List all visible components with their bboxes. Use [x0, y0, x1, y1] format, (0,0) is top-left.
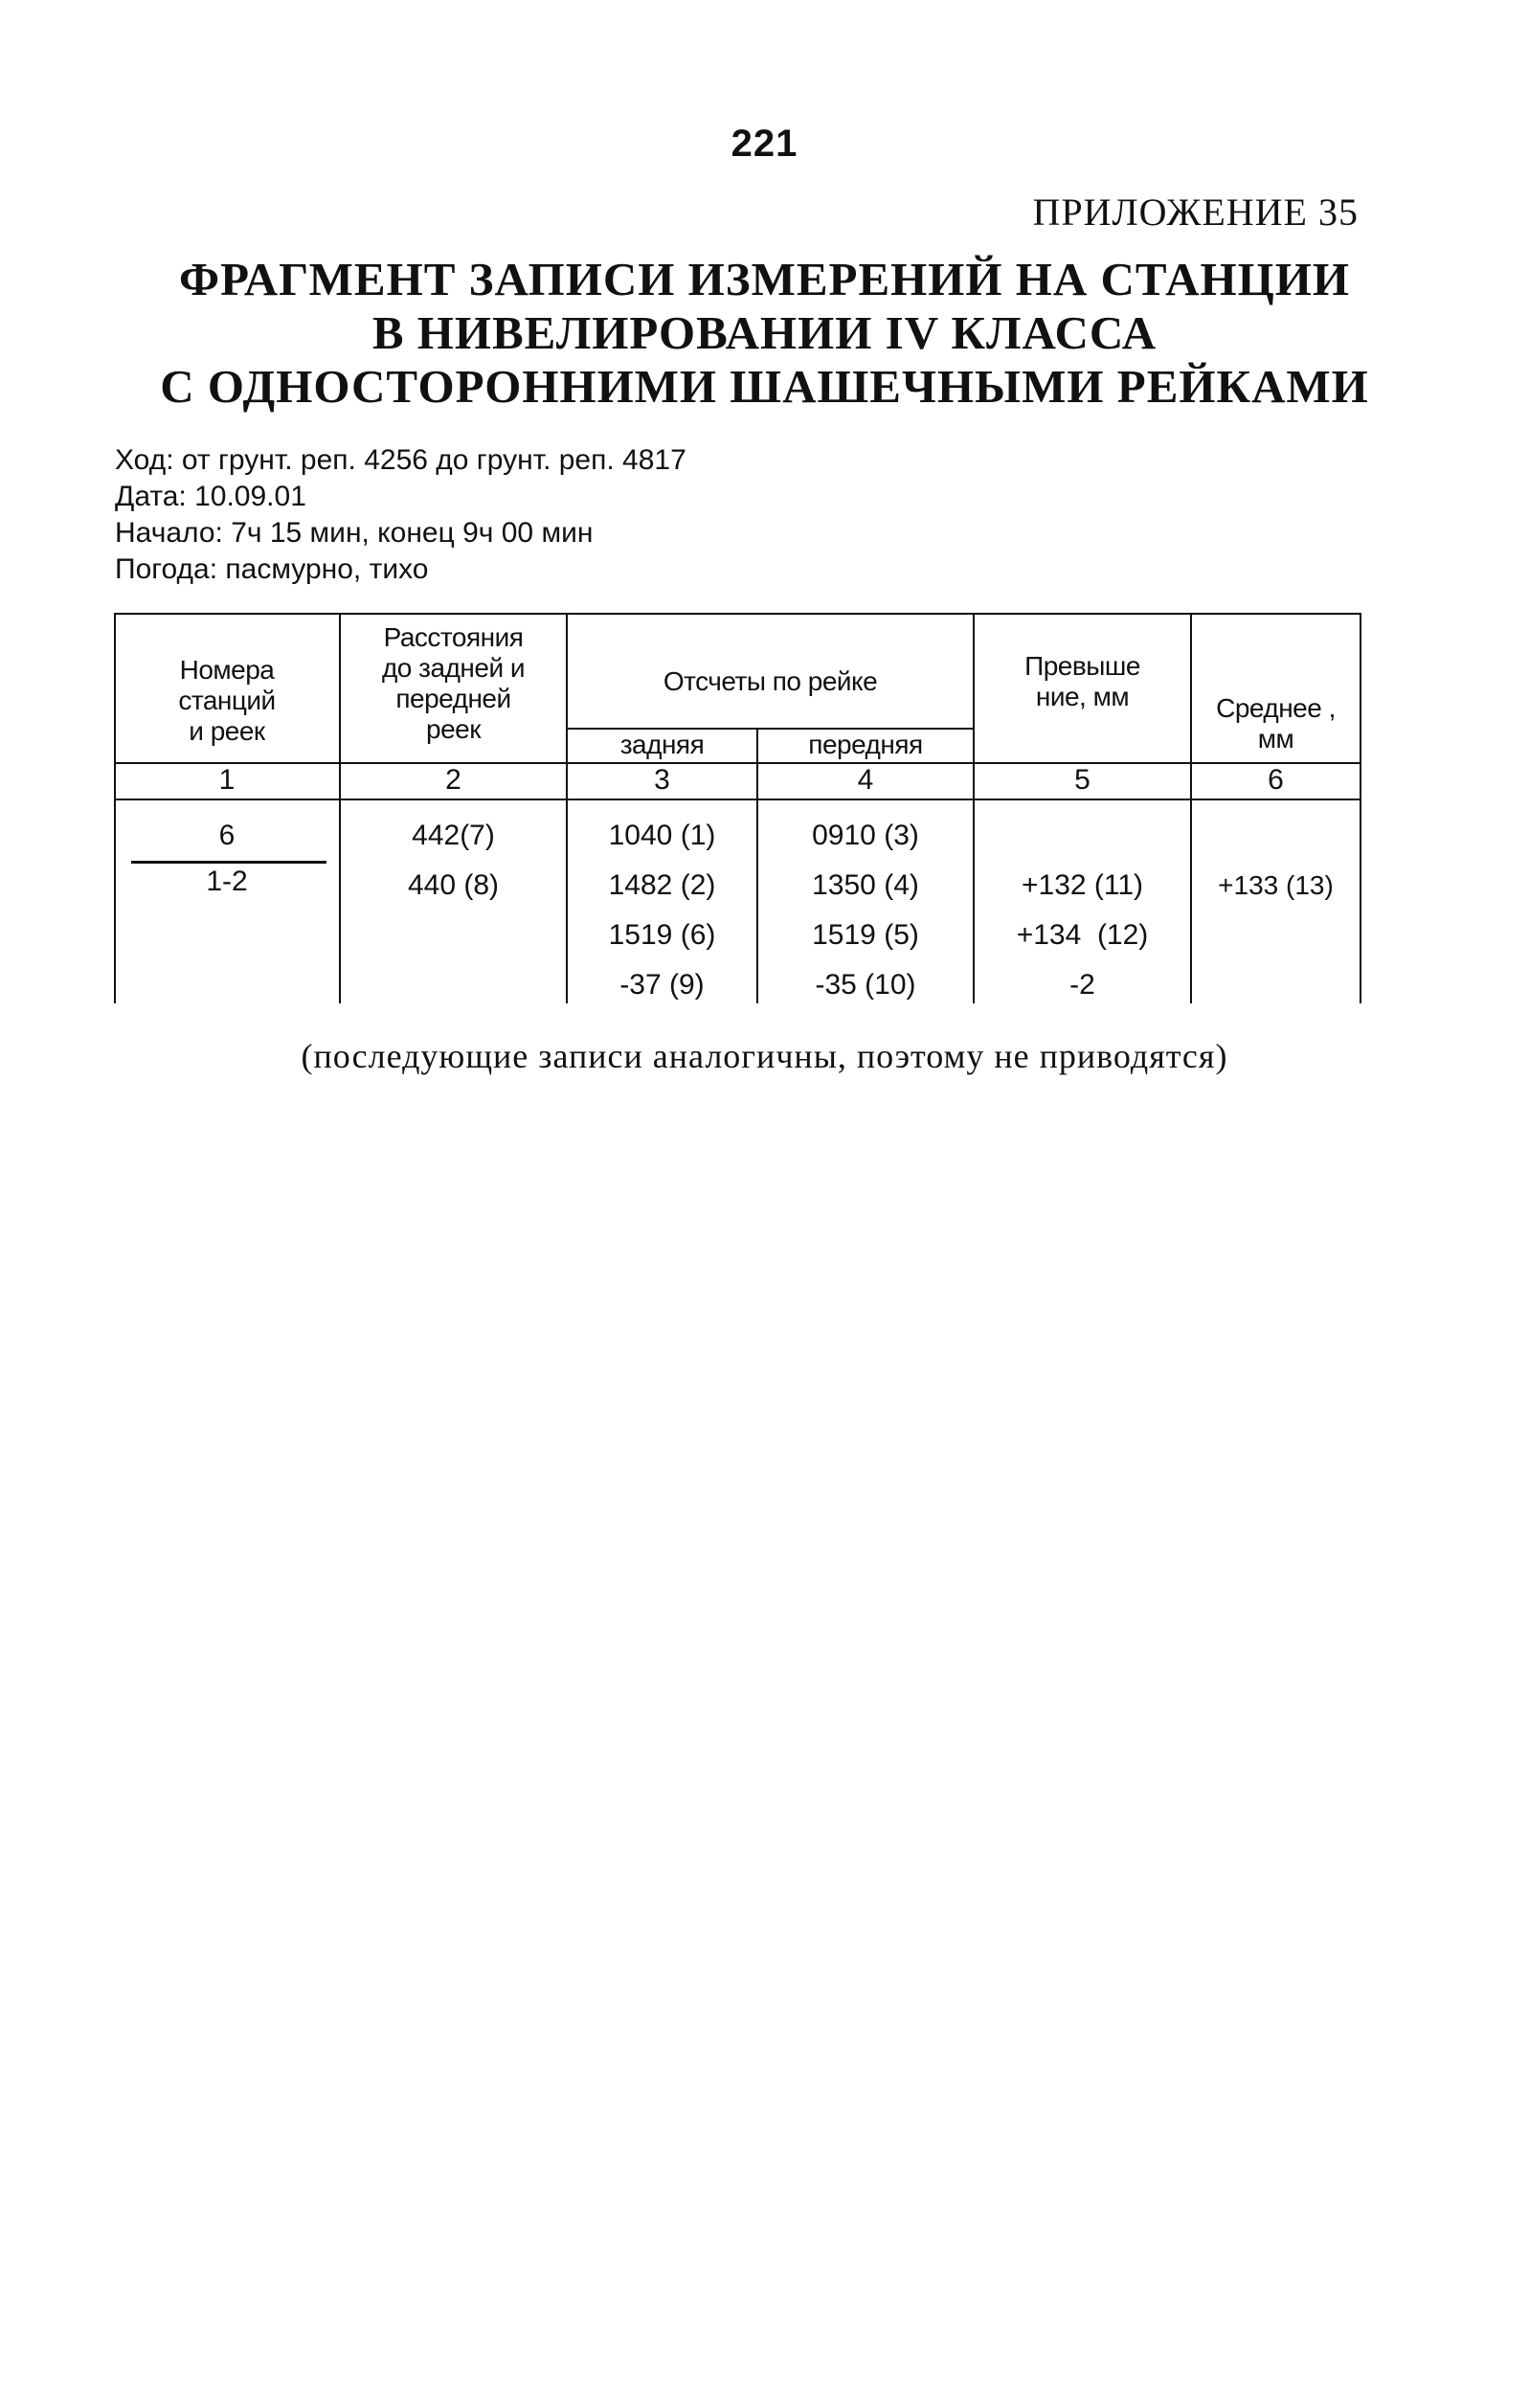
title-line-3: С ОДНОСТОРОННИМИ ШАШЕЧНЫМИ РЕЙКАМИ — [160, 360, 1369, 413]
header-mean: Среднее , мм — [1216, 693, 1336, 754]
column-line-6 — [1360, 613, 1361, 1003]
page-number: 221 — [731, 123, 798, 165]
column-number-5: 5 — [1074, 764, 1091, 796]
table-top-border — [114, 613, 1361, 615]
weather-line: Погода: пасмурно, тихо — [115, 553, 429, 585]
measurement-table — [114, 613, 1361, 1003]
front-reading-3: 1519 (5) — [812, 919, 919, 951]
header-front-staff: передняя — [808, 730, 923, 759]
route-line: Ход: от грунт. реп. 4256 до грунт. реп. 4817 — [115, 444, 686, 476]
page-title — [0, 253, 1529, 414]
elevation-1: +132 (11) — [1021, 869, 1144, 901]
back-reading-3: 1519 (6) — [608, 919, 716, 951]
back-reading-4: -37 (9) — [619, 969, 705, 1001]
header-stations: Номера станций и реек — [178, 655, 276, 746]
measurement-meta — [115, 442, 686, 588]
elevation-2: +134 (12) — [1016, 919, 1149, 951]
footnote: (последующие записи аналогичны, поэтому не приводятся) — [301, 1037, 1228, 1075]
front-reading-4: -35 (10) — [815, 969, 916, 1001]
mean-elevation: +133 (13) — [1218, 870, 1334, 900]
header-elevation: Превыше ние, мм — [1024, 651, 1140, 711]
elevation-difference: -2 — [1069, 969, 1095, 1001]
column-number-2: 2 — [445, 764, 461, 796]
column-number-6: 6 — [1268, 764, 1284, 796]
distance-front: 440 (8) — [407, 869, 500, 901]
column-number-3: 3 — [654, 764, 670, 796]
date-line: Дата: 10.09.01 — [115, 481, 306, 512]
station-number: 6 — [218, 820, 236, 851]
title-line-2: В НИВЕЛИРОВАНИИ IV КЛАССА — [371, 306, 1158, 359]
title-line-1: ФРАГМЕНТ ЗАПИСИ ИЗМЕРЕНИЙ НА СТАНЦИИ — [179, 253, 1350, 305]
back-reading-1: 1040 (1) — [608, 820, 716, 851]
header-distances: Расстояния до задней и передней реек — [381, 622, 526, 744]
time-line: Начало: 7ч 15 мин, конец 9ч 00 мин — [115, 517, 594, 549]
station-divider-line — [131, 861, 326, 864]
back-reading-2: 1482 (2) — [608, 869, 716, 901]
appendix-label: ПРИЛОЖЕНИЕ 35 — [1032, 191, 1359, 234]
front-reading-2: 1350 (4) — [812, 869, 919, 901]
distance-back: 442(7) — [412, 820, 495, 851]
front-reading-1: 0910 (3) — [812, 820, 919, 851]
header-back-staff: задняя — [619, 730, 705, 759]
column-number-4: 4 — [857, 764, 874, 796]
header-staff-readings: Отсчеты по рейке — [663, 666, 878, 696]
column-number-1: 1 — [218, 764, 236, 796]
station-staffs: 1-2 — [206, 866, 248, 897]
column-numbers-bottom-line — [114, 799, 1361, 800]
